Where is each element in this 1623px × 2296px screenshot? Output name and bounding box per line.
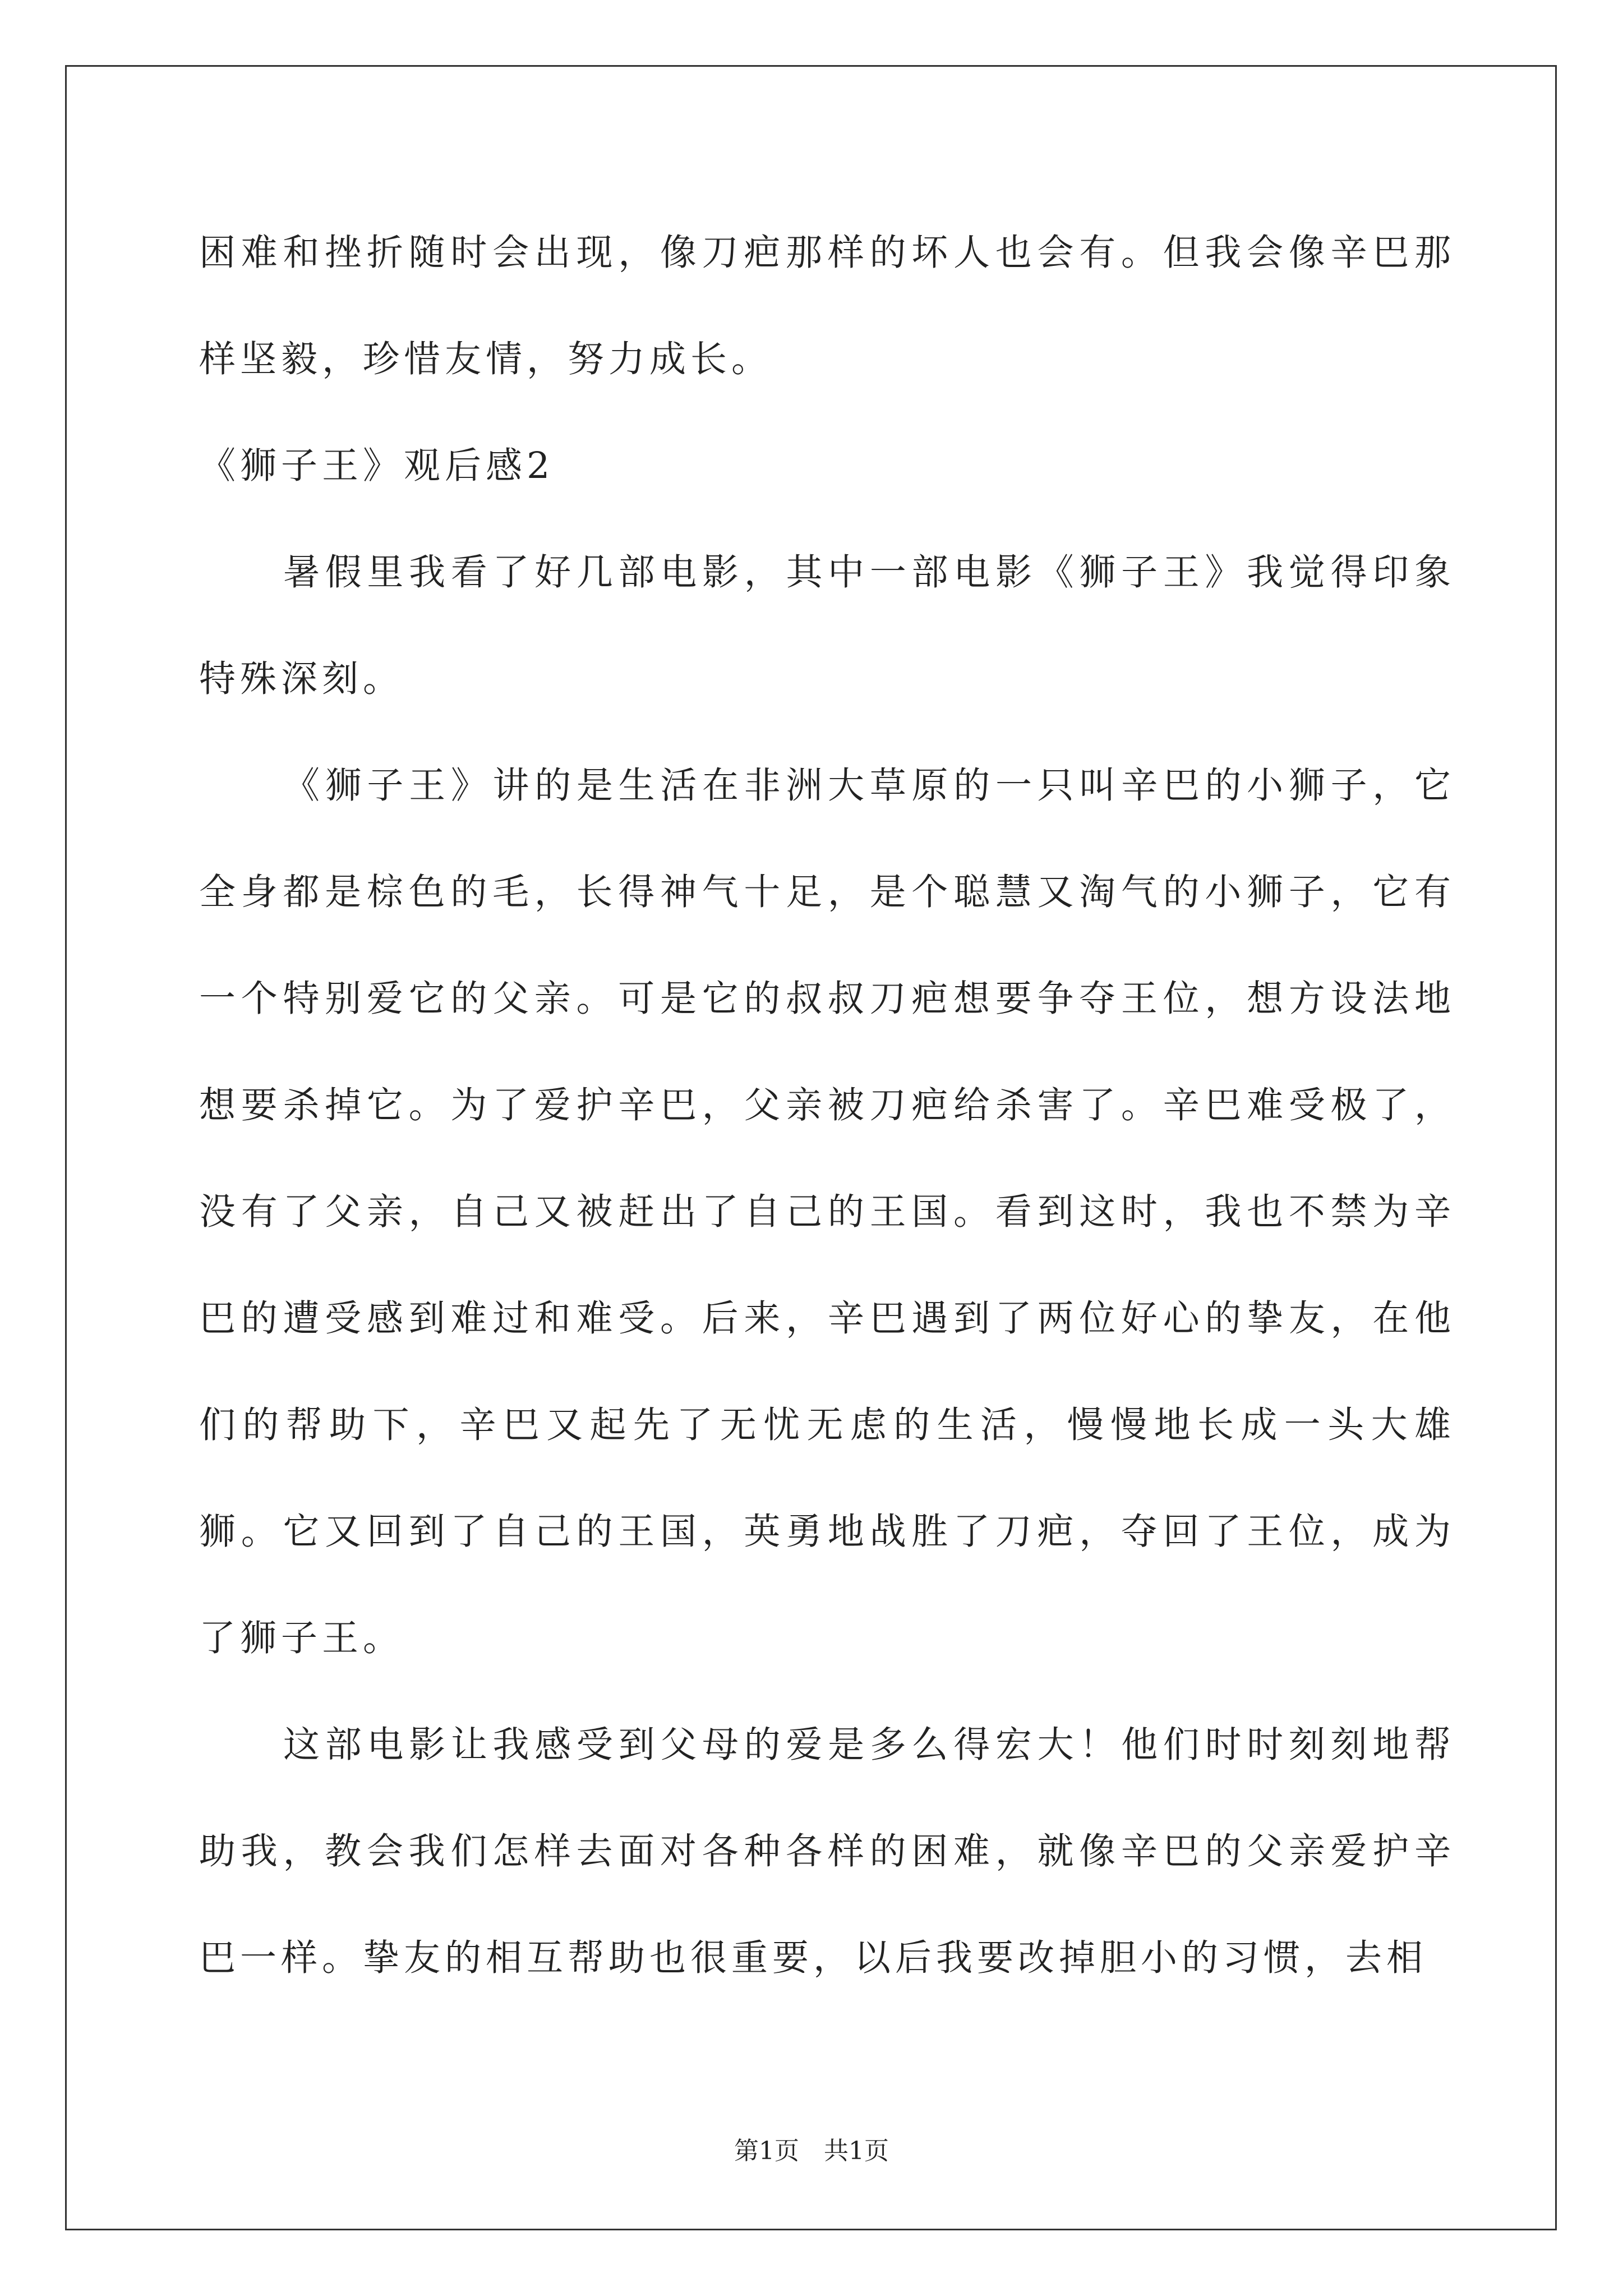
- page-footer: 第1页 共1页: [734, 2137, 889, 2165]
- document-body: [199, 200, 1455, 2012]
- paragraph-story: 《狮子王》讲的是生活在非洲大草原的一只叫辛巴的小狮子，它全身都是棕色的毛，长得神气十足，是个聪慧又淘气的小狮子，它有一个特别爱它的父亲。可是它的叔叔刀疤想要争夺王位，想方设法地想要杀掉它。为了爱护辛巴，父亲被刀疤给杀害了。辛巴难受极了，没有了父亲，自己又被赶出了自己的王国。看到这时，我也不禁为辛巴的遭受感到难过和难受。后来，辛巴遇到了两位好心的挚友，在他们的帮助下，辛巴又起先了无忧无虑的生活，慢慢地长成一头大雄狮。它又回到了自己的王国，英勇地战胜了刀疤，夺回了王位，成为了狮子王。: [199, 765, 1455, 1659]
- essay-heading: 《狮子王》观后感2: [199, 445, 555, 487]
- paragraph-reflection: 这部电影让我感受到父母的爱是多么得宏大！他们时时刻刻地帮助我，教会我们怎样去面对各种各样的困难，就像辛巴的父亲爱护辛巴一样。挚友的相互帮助也很重要，以后我要改掉胆小的习惯，去相: [199, 1724, 1455, 1979]
- paragraph-intro: 暑假里我看了好几部电影，其中一部电影《狮子王》我觉得印象特殊深刻。: [199, 551, 1455, 700]
- paragraph-continuation: 困难和挫折随时会出现，像刀疤那样的坏人也会有。但我会像辛巴那样坚毅，珍惜友情，努力成长。: [199, 232, 1455, 380]
